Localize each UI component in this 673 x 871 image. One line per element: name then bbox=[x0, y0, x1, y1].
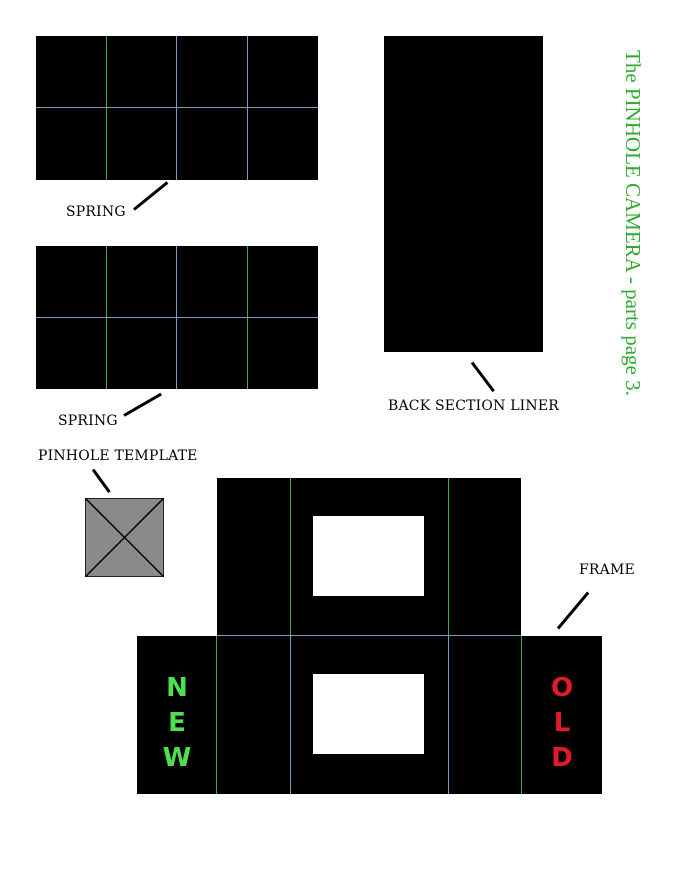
fold-line bbox=[448, 478, 449, 636]
back-section-liner-leader bbox=[471, 362, 495, 393]
fold-line bbox=[217, 635, 521, 636]
pinhole-template-part bbox=[85, 498, 164, 577]
old-letter: L bbox=[553, 708, 571, 738]
spring-label-2: SPRING bbox=[58, 413, 118, 429]
fold-line bbox=[176, 36, 177, 180]
back-section-liner-part bbox=[384, 36, 543, 352]
fold-line bbox=[36, 107, 318, 108]
page-title: The PINHOLE CAMERA - parts page 3. bbox=[621, 50, 645, 396]
back-section-liner-label: BACK SECTION LINER bbox=[388, 398, 560, 414]
fold-line bbox=[448, 636, 449, 794]
frame-lower-section bbox=[137, 636, 602, 794]
new-letter: N bbox=[166, 673, 188, 703]
spring-label-1: SPRING bbox=[66, 204, 126, 220]
fold-line bbox=[290, 636, 291, 794]
old-side-text bbox=[522, 671, 602, 776]
spring-leader-2 bbox=[123, 393, 162, 417]
fold-line bbox=[36, 317, 318, 318]
fold-line bbox=[290, 478, 291, 636]
new-letter: E bbox=[168, 708, 186, 738]
fold-line bbox=[247, 36, 248, 180]
spring-leader-1 bbox=[133, 181, 168, 210]
frame-label: FRAME bbox=[579, 562, 635, 578]
frame-upper-window bbox=[313, 516, 424, 596]
frame-lower-window bbox=[313, 674, 424, 754]
spring-part-1 bbox=[36, 36, 318, 180]
frame-upper-section bbox=[217, 478, 521, 636]
pinhole-template-leader bbox=[92, 469, 111, 493]
new-letter: W bbox=[162, 743, 192, 773]
old-letter: O bbox=[550, 673, 574, 703]
old-letter: D bbox=[551, 743, 573, 773]
new-side-text bbox=[137, 671, 217, 776]
spring-part-2 bbox=[36, 246, 318, 389]
pinhole-template-label: PINHOLE TEMPLATE bbox=[38, 448, 198, 464]
fold-line bbox=[106, 36, 107, 180]
frame-leader bbox=[557, 592, 590, 630]
